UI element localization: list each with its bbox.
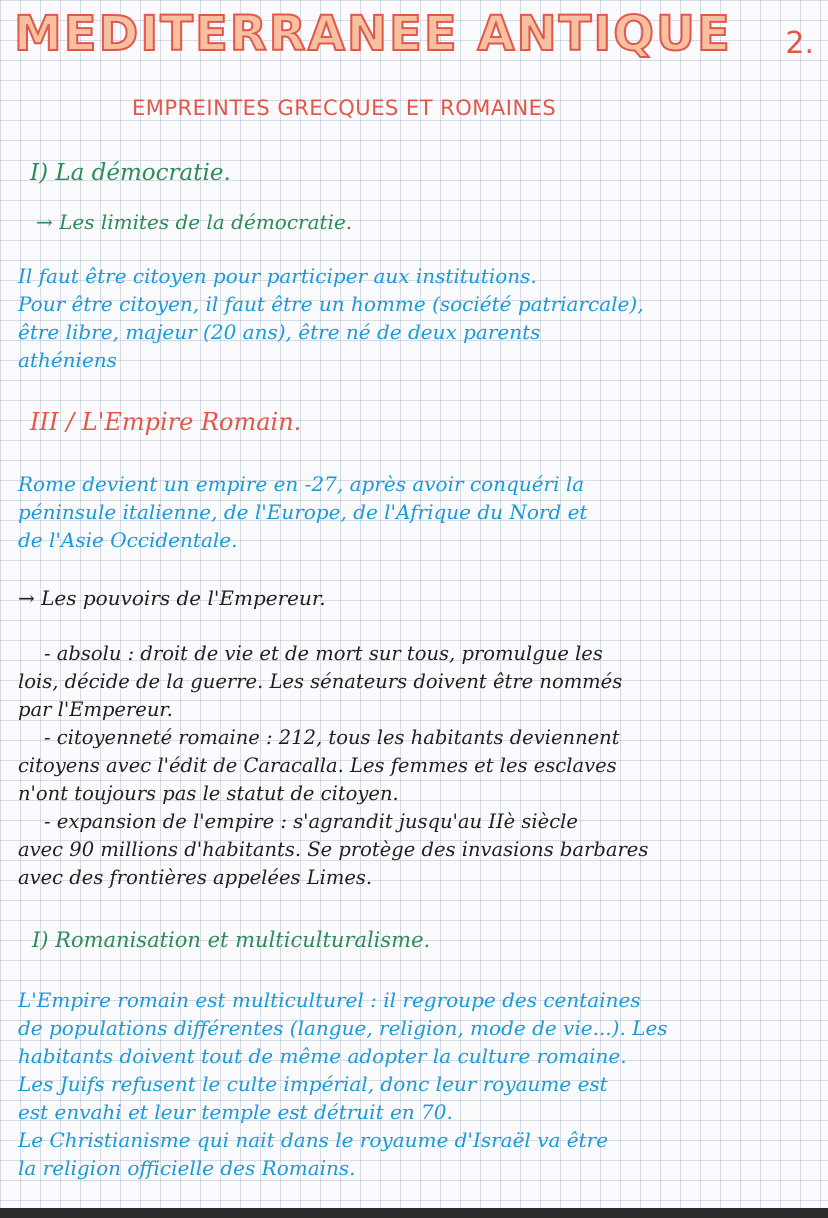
text-line: Le Christianisme qui nait dans le royaume d'Israël va être	[18, 1128, 609, 1152]
text-line: n'ont toujours pas le statut de citoyen.	[18, 782, 399, 805]
text-line: - citoyenneté romaine : 212, tous les habitants deviennent	[44, 726, 620, 749]
pouvoirs-paragraph	[18, 640, 823, 892]
text-line: de l'Asie Occidentale.	[18, 528, 238, 552]
main-title: MEDITERRANEE ANTIQUE	[14, 6, 732, 62]
text-line: Pour être citoyen, il faut être un homme (société patriarcale),	[18, 292, 644, 316]
text-line: Les Juifs refusent le culte impérial, donc leur royaume est	[18, 1072, 608, 1096]
romanisation-paragraph	[18, 986, 818, 1182]
text-line: péninsule italienne, de l'Europe, de l'Afrique du Nord et	[18, 500, 588, 524]
text-line: - absolu : droit de vie et de mort sur tous, promulgue les	[44, 642, 603, 665]
democratie-paragraph	[18, 262, 818, 374]
empire-paragraph	[18, 470, 818, 554]
text-line: athéniens	[18, 348, 117, 372]
text-line: habitants doivent tout de même adopter la culture romaine.	[18, 1044, 627, 1068]
title-row	[14, 4, 814, 74]
subtitle: EMPREINTES GRECQUES ET ROMAINES	[132, 96, 557, 120]
section-heading-empire-romain: III / L'Empire Romain.	[30, 408, 302, 436]
text-line: Rome devient un empire en -27, après avoir conquéri la	[18, 472, 585, 496]
text-line: de populations différentes (langue, religion, mode de vie...). Les	[18, 1016, 668, 1040]
text-line: être libre, majeur (20 ans), être né de deux parents	[18, 320, 541, 344]
subheading-pouvoirs-empereur: → Les pouvoirs de l'Empereur.	[18, 586, 326, 610]
section-heading-romanisation: I) Romanisation et multiculturalisme.	[32, 928, 431, 952]
section-heading-democratie: I) La démocratie.	[30, 160, 231, 186]
text-line: avec des frontières appelées Limes.	[18, 866, 373, 889]
text-line: par l'Empereur.	[18, 698, 173, 721]
text-line: avec 90 millions d'habitants. Se protège des invasions barbares	[18, 838, 649, 861]
text-line: lois, décide de la guerre. Les sénateurs doivent être nommés	[18, 670, 623, 693]
text-line: citoyens avec l'édit de Caracalla. Les femmes et les esclaves	[18, 754, 617, 777]
subheading-limites-democratie: → Les limites de la démocratie.	[36, 210, 353, 234]
text-line: L'Empire romain est multiculturel : il regroupe des centaines	[18, 988, 641, 1012]
page-number: 2.	[785, 26, 814, 61]
text-line: la religion officielle des Romains.	[18, 1156, 356, 1180]
text-line: est envahi et leur temple est détruit en 70.	[18, 1100, 453, 1124]
text-line: Il faut être citoyen pour participer aux institutions.	[18, 264, 537, 288]
text-line: - expansion de l'empire : s'agrandit jusqu'au IIè siècle	[44, 810, 578, 833]
page-bottom-edge	[0, 1208, 828, 1218]
